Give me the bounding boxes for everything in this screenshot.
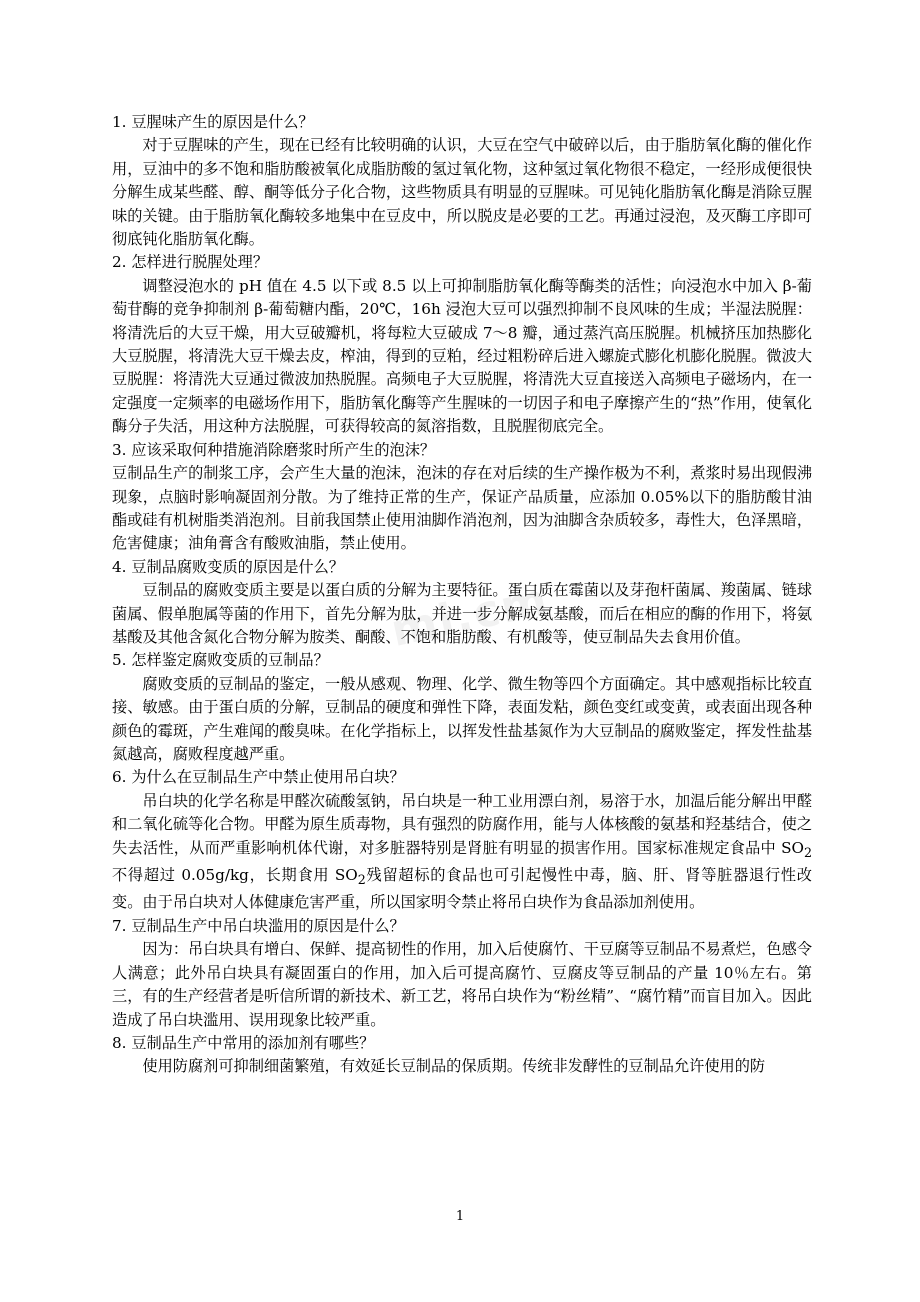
answer-6-part-3: 残留超标的食品也可引起慢性中毒，脑、肝、肾等脏器退行性改变。由于吊白块对人体健康危害严重，所以国家明令禁止将吊白块作为食品添加剂使用。 [112, 866, 812, 912]
question-3: 3. 应该采取何种措施消除磨浆时所产生的泡沫？ [112, 440, 436, 459]
watermark: mi.cm [386, 573, 554, 658]
question-8: 8. 豆制品生产中常用的添加剂有哪些？ [112, 1033, 375, 1052]
answer-7: 因为：吊白块具有增白、保鲜、提高韧性的作用，加入后使腐竹、干豆腐等豆制品不易煮烂，色感令人满意；此外吊白块具有凝固蛋白的作用，加入后可提高腐竹、豆腐皮等豆制品的产量 10％左右。第三，有的生产经营者是听信所谓的新技术、新工艺，将吊白块作为“粉丝精”、“腐竹精”而盲目加入。因此造成了吊白块滥用、误用现象比较严重。 [112, 940, 812, 1029]
so2-subscript-2: 2 [357, 872, 366, 888]
question-7: 7. 豆制品生产中吊白块滥用的原因是什么？ [112, 916, 405, 935]
question-4: 4. 豆制品腐败变质的原因是什么？ [112, 557, 344, 576]
answer-3: 豆制品生产的制浆工序，会产生大量的泡沫，泡沫的存在对后续的生产操作极为不利，煮浆时易出现假沸现象，点脑时影响凝固剂分散。为了维持正常的生产，保证产品质量，应添加 0.05%以下的脂肪酸甘油酯或硅有机树脂类消泡剂。目前我国禁止使用油脚作消泡剂，因为油脚含杂质较多，毒性大，色泽黑暗，危害健康；油角膏含有酸败油脂，禁止使用。 [112, 464, 812, 553]
answer-6-part-1: 吊白块的化学名称是甲醛次硫酸氢钠，吊白块是一种工业用漂白剂，易溶于水，加温后能分解出甲醛和二氧化硫等化合物。甲醛为原生质毒物，具有强烈的防腐作用，能与人体核酸的氨基和羟基结合，使之失去活性，从而严重影响机体代谢，对多脏器特别是肾脏有明显的损害作用。国家标准规定食品中 SO [112, 791, 812, 857]
answer-8: 使用防腐剂可抑制细菌繁殖，有效延长豆制品的保质期。传统非发酵性的豆制品允许使用的防 [142, 1057, 766, 1076]
answer-4: 豆制品的腐败变质主要是以蛋白质的分解为主要特征。蛋白质在霉菌以及芽孢杆菌属、羧菌属、链球菌属、假单胞属等菌的作用下，首先分解为肽，并进一步分解成氨基酸，而后在相应的酶的作用下，将氨基酸及其他含氮化合物分解为胺类、酮酸、不饱和脂肪酸、有机酸等，使豆制品失去食用价值。 [112, 581, 812, 646]
question-1: 1. 豆腥味产生的原因是什么？ [112, 113, 314, 131]
question-6: 6. 为什么在豆制品生产中禁止使用吊白块？ [112, 768, 405, 787]
answer-6-part-2: 不得超过 0.05g/kg，长期食用 SO [112, 866, 358, 885]
page-number: 1 [455, 1209, 465, 1224]
so2-subscript-1: 2 [803, 844, 812, 860]
answer-5: 腐败变质的豆制品的鉴定，一般从感观、物理、化学、微生物等四个方面确定。其中感观指标比较直接、敏感。由于蛋白质的分解，豆制品的硬度和弹性下降，表面发粘，颜色变红或变黄，或表面出现各种颜色的霉斑，产生难闻的酸臭味。在化学指标上，以挥发性盐基氮作为大豆制品的腐败鉴定，挥发性盐基氮越高，腐败程度越严重。 [112, 674, 812, 763]
answer-6 [112, 790, 812, 915]
question-5: 5. 怎样鉴定腐败变质的豆制品？ [112, 651, 329, 670]
answer-2: 调整浸泡水的 pH 值在 4.5 以下或 8.5 以上可抑制脂肪氧化酶等酶类的活性；向浸泡水中加入 β-葡萄苷酶的竞争抑制剂 β-葡萄糖内酯，20℃，16h 浸泡大豆可以强烈抑制不良风味的生成；半湿法脱腥：将清洗后的大豆干燥，用大豆破瓣机，将每粒大豆破成 7～8 瓣，通过蒸汽高压脱腥。机械挤压加热膨化大豆脱腥，将清洗大豆干燥去皮，榨油，得到的豆粕，经过粗粉碎后进入螺旋式膨化机膨化脱腥。微波大豆脱腥：将清洗大豆通过微波加热脱腥。高频电子大豆脱腥，将清洗大豆直接送入高频电子磁场内，在一定强度一定频率的电磁场作用下，脂肪氧化酶等产生腥味的一切因子和电子摩擦产生的“热”作用，使氧化酶分子失活，用这种方法脱腥，可获得较高的氮溶指数，且脱腥彻底完全。 [112, 276, 812, 436]
document-body [112, 111, 812, 1079]
question-2: 2. 怎样进行脱腥处理？ [112, 253, 269, 272]
answer-1: 对于豆腥味的产生，现在已经有比较明确的认识，大豆在空气中破碎以后，由于脂肪氧化酶的催化作用，豆油中的多不饱和脂肪酸被氧化成脂肪酸的氢过氧化物，这种氢过氧化物很不稳定，一经形成便很快分解生成某些醛、醇、酮等低分子化合物，这些物质具有明显的豆腥味。可见钝化脂肪氧化酶是消除豆腥味的关键。由于脂肪氧化酶较多地集中在豆皮中，所以脱皮是必要的工艺。再通过浸泡，及灭酶工序即可彻底钝化脂肪氧化酶。 [112, 136, 812, 249]
